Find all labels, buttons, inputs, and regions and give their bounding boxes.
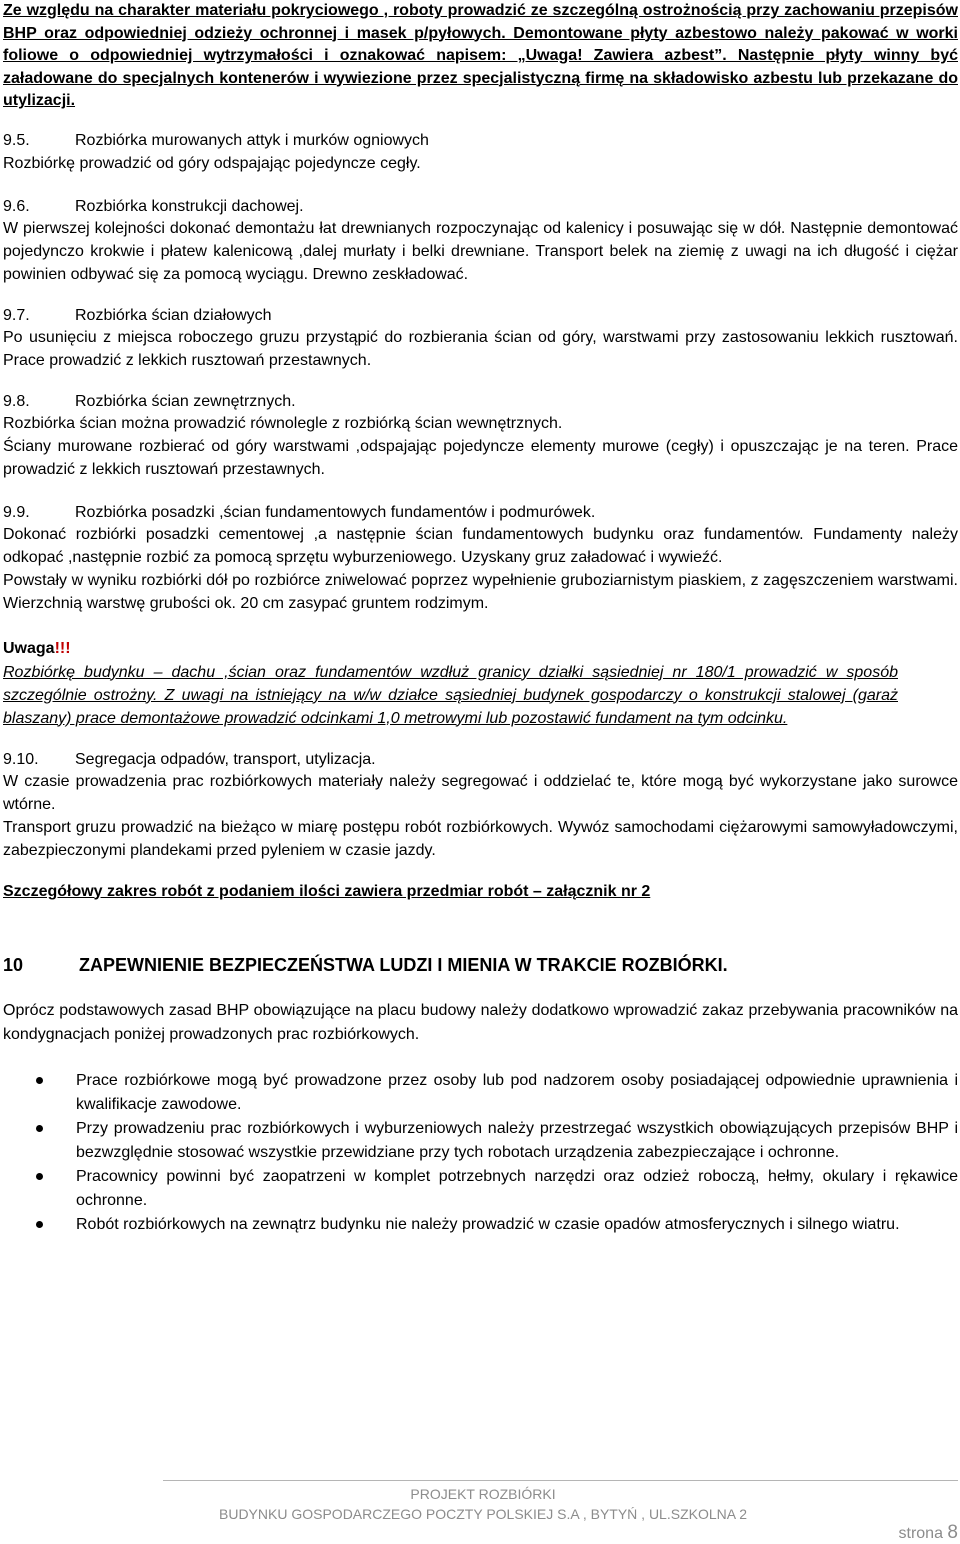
section-title: Segregacja odpadów, transport, utylizacja.	[75, 750, 376, 768]
list-item	[3, 1213, 958, 1237]
footer-divider	[163, 1480, 958, 1481]
list-item-text: Prace rozbiórkowe mogą być prowadzone przez osoby lub pod nadzorem osoby posiadającej odpowiednie uprawnienia i kwalifikacje zawodowe.	[76, 1071, 958, 1113]
section-9-9-body-1: Dokonać rozbiórki posadzki cementowej ,a następnie ścian fundamentowych budynku oraz fundamentów. Fundamenty należy odkopać ,następnie rozbić za pomocą sprzętu wyburzeniowego. Uzyskany gruz załadować i wywieźć.	[3, 525, 958, 566]
section-number: 9.6.	[3, 197, 30, 215]
section-number: 9.5.	[3, 131, 30, 149]
chapter-10-intro: Oprócz podstawowych zasad BHP obowiązujące na placu budowy należy dodatkowo wprowadzić zakaz przebywania pracowników na kondygnacjach poniżej prowadzonych prac rozbiórkowych.	[3, 1001, 958, 1043]
document-page	[3, 0, 958, 1237]
section-9-6-heading	[3, 197, 958, 217]
warning-label: Uwaga	[3, 639, 55, 657]
section-title: Rozbiórka posadzki ,ścian fundamentowych fundamentów i podmurówek.	[75, 503, 596, 521]
warning-heading	[3, 639, 958, 659]
list-item-text: Przy prowadzeniu prac rozbiórkowych i wyburzeniowych należy przestrzegać wszystkich obowiązujących przepisów BHP i bezwzględnie stosować wszystkie przewidziane przy tych robotach urządzenia zabezpieczające i ochronne.	[76, 1119, 958, 1161]
list-item	[3, 1117, 958, 1165]
warning-marks: !!!	[54, 639, 71, 657]
bullet-icon	[36, 1173, 43, 1180]
spacer	[3, 862, 958, 882]
section-9-10-body-1: W czasie prowadzenia prac rozbiórkowych materiały należy segregować i oddzielać te, które mogą być wykorzystane jako surowce wtórne.	[3, 772, 958, 813]
section-9-7-heading	[3, 306, 958, 326]
footer-line-2: BUDYNKU GOSPODARCZEGO POCZTY POLSKIEJ S.A , BYTYŃ , UL.SZKOLNA 2	[219, 1506, 747, 1522]
list-item-text: Pracownicy powinni być zaopatrzeni w komplet potrzebnych narzędzi oraz odzież roboczą, hełmy, okulary i rękawice ochronne.	[76, 1167, 958, 1209]
section-9-8-body-1: Rozbiórka ścian można prowadzić równolegle z rozbiórką ścian wewnętrznych.	[3, 414, 563, 432]
section-9-7-body: Po usunięciu z miejsca roboczego gruzu przystąpić do rozbierania ścian od góry, warstwami przy zastosowaniu lekkich rusztowań. Prace prowadzić z lekkich rusztowań przestawnych.	[3, 328, 958, 369]
warning-text: Rozbiórkę budynku – dachu ,ścian oraz fundamentów wzdłuż granicy działki sąsiedniej nr 180/1 prowadzić w sposób szczególnie ostrożny. Z uwagi na istniejący na w/w działce sąsiedniej budynek gospodarczy o konstrukcji stalowej (garaż blaszany) prace demontażowe prowadzić odcinkami 1,0 metrowymi lub pozostawić fundament na tym odcinku.	[3, 663, 898, 727]
spacer	[3, 902, 958, 954]
spacer	[3, 113, 958, 131]
chapter-10-heading	[3, 954, 958, 976]
spacer	[3, 615, 958, 639]
section-9-10-heading	[3, 750, 958, 770]
section-title: Rozbiórka ścian działowych	[75, 306, 272, 324]
section-number: 9.8.	[3, 392, 30, 410]
list-item	[3, 1165, 958, 1213]
chapter-number: 10	[3, 954, 24, 975]
scope-note: Szczegółowy zakres robót z podaniem ilości zawiera przedmiar robót – załącznik nr 2	[3, 882, 651, 900]
list-item	[3, 1069, 958, 1117]
spacer	[3, 1047, 958, 1069]
section-9-8-body-2: Ściany murowane rozbierać od góry warstwami ,odspajając pojedyncze elementy murowe (cegły) i opuszczając je na teren. Prace prowadzić z lekkich rusztowań przestawnych.	[3, 437, 958, 478]
section-9-6-body: W pierwszej kolejności dokonać demontażu łat drewnianych rozpoczynając od kalenicy i posuwając się w dół. Następnie demontować pojedynczo krokwie i płatew kalenicową ,dalej murłaty i belki drewniane. Transport belek na ziemię z uwagi na ich długość i ciężar powinien odbywać się za pomocą wyciągu. Drewno zeskładować.	[3, 219, 958, 283]
page-number-value: 8	[947, 1522, 958, 1543]
spacer	[3, 174, 958, 197]
section-9-9-heading	[3, 503, 958, 523]
section-number: 9.10.	[3, 750, 39, 768]
section-9-8-heading	[3, 392, 958, 412]
bullet-icon	[36, 1125, 43, 1132]
spacer	[3, 976, 958, 999]
section-number: 9.9.	[3, 503, 30, 521]
page-label: strona	[898, 1525, 943, 1542]
spacer	[3, 372, 958, 392]
spacer	[3, 481, 958, 503]
page-footer	[163, 1484, 803, 1524]
spacer	[3, 286, 958, 306]
section-9-9-body-2: Powstały w wyniku rozbiórki dół po rozbiórce zniwelować poprzez wypełnienie gruboziarnistym piaskiem, z zagęszczeniem warstwami. Wierzchnią warstwę grubości ok. 20 cm zasypać gruntem rodzimym.	[3, 571, 958, 612]
section-9-10-body-2: Transport gruzu prowadzić na bieżąco w miarę postępu robót rozbiórkowych. Wywóz samochodami ciężarowymi samowyładowczymi, zabezpieczonymi plandekami przed pyleniem w czasie jazdy.	[3, 818, 958, 859]
bullet-icon	[36, 1221, 43, 1228]
footer-line-1: PROJEKT ROZBIÓRKI	[410, 1486, 556, 1502]
list-item-text: Robót rozbiórkowych na zewnątrz budynku nie należy prowadzić w czasie opadów atmosferycznych i silnego wiatru.	[76, 1215, 900, 1233]
spacer	[3, 730, 958, 750]
section-9-5-body: Rozbiórkę prowadzić od góry odspajając pojedyncze cegły.	[3, 154, 421, 172]
bullet-icon	[36, 1077, 43, 1084]
section-number: 9.7.	[3, 306, 30, 324]
chapter-title: ZAPEWNIENIE BEZPIECZEŃSTWA LUDZI I MIENIA W TRAKCIE ROZBIÓRKI.	[79, 954, 728, 975]
section-title: Rozbiórka murowanych attyk i murków ogniowych	[75, 131, 429, 149]
section-title: Rozbiórka ścian zewnętrznych.	[75, 392, 296, 410]
safety-rules-list	[3, 1069, 958, 1237]
page-number	[899, 1522, 959, 1544]
section-9-5-heading	[3, 131, 958, 151]
asbestos-paragraph: Ze względu na charakter materiału pokryciowego , roboty prowadzić ze szczególną ostrożnością przy zachowaniu przepisów BHP oraz odpowiedniej odzieży ochronnej i masek p/pyłowych. Demontowane płyty azbestowo należy pakować w worki foliowe o odpowiedniej wytrzymałości i oznakować napisem: „Uwaga! Zawiera azbest”. Następnie płyty winny być załadowane do specjalnych kontenerów i wywiezione przez specjalistyczną firmę na składowisko azbestu lub przekazane do utylizacji.	[3, 2, 958, 109]
section-title: Rozbiórka konstrukcji dachowej.	[75, 197, 304, 215]
